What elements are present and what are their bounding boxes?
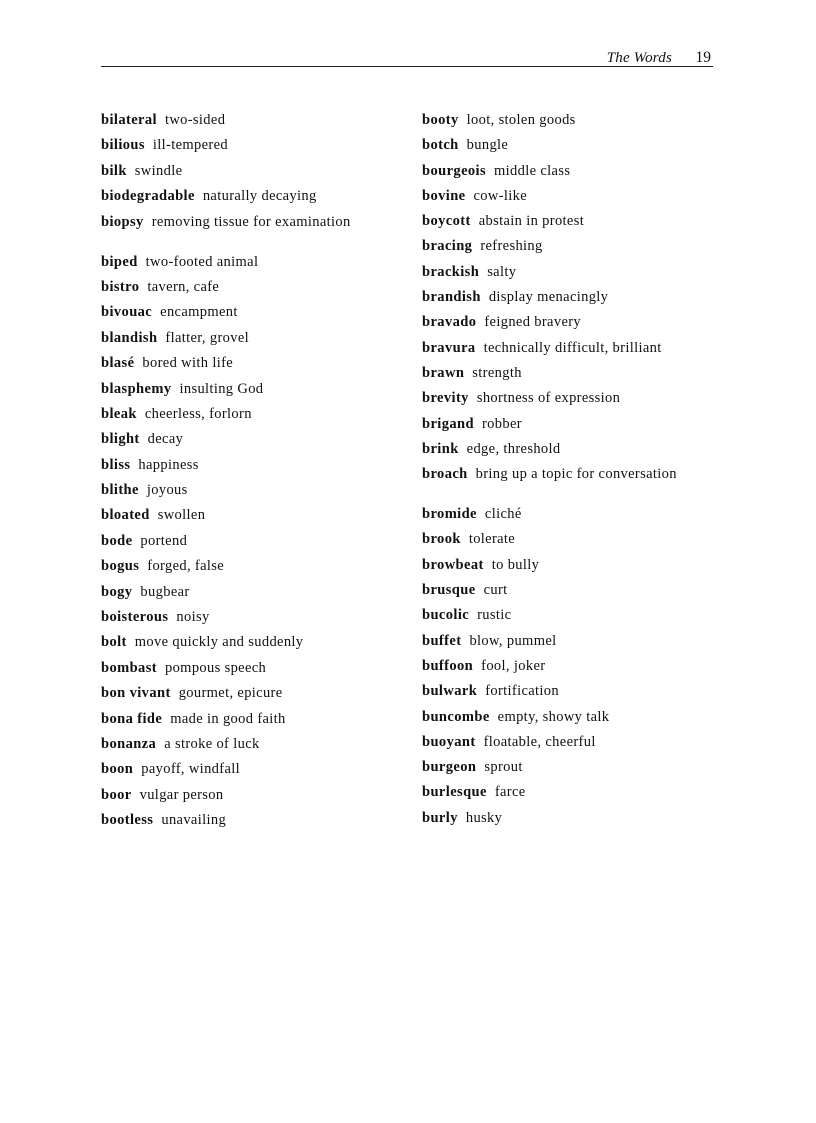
definition: insulting God (179, 380, 264, 397)
headword: bromide (422, 506, 477, 523)
definition: cliché (484, 506, 522, 523)
headword: bracing (422, 238, 473, 255)
definition: two-sided (164, 112, 226, 128)
definition: cow-like (473, 187, 528, 204)
entry (101, 164, 401, 189)
entry (422, 315, 722, 340)
entry (101, 432, 401, 457)
entry (422, 214, 722, 239)
entry (101, 762, 401, 787)
headword: buoyant (422, 733, 476, 750)
definition: happiness (138, 456, 199, 473)
definition: salty (487, 263, 517, 280)
entry (422, 735, 722, 760)
headword: bovine (422, 187, 466, 204)
headword: bliss (101, 456, 131, 473)
headword: bona fide (101, 710, 163, 727)
entry (422, 583, 722, 608)
entry (422, 467, 722, 507)
headword: bilk (101, 162, 127, 179)
definition: farce (494, 784, 526, 801)
definition: payoff, windfall (141, 761, 240, 778)
entry (422, 341, 722, 366)
definition: a stroke of luck (164, 735, 260, 752)
headword: burly (422, 809, 458, 826)
definition: naturally decaying (202, 188, 317, 205)
definition: swollen (157, 507, 206, 524)
entry (101, 610, 401, 635)
headword: broach (422, 466, 468, 483)
definition: made in good faith (170, 710, 286, 727)
entry (101, 215, 401, 255)
entry (422, 417, 722, 442)
entry (101, 138, 401, 163)
entry (101, 559, 401, 584)
definition: vulgar person (139, 786, 224, 803)
definition: bored with life (142, 355, 234, 372)
headword: bleak (101, 405, 137, 422)
entry (422, 265, 722, 290)
entry (422, 113, 722, 138)
entry (422, 608, 722, 633)
entry (101, 255, 401, 280)
definition: display menacingly (488, 289, 609, 306)
definition: two-footed animal (145, 253, 259, 270)
headword: boon (101, 761, 134, 778)
headword: blithe (101, 482, 139, 499)
running-title: The Words (606, 50, 672, 66)
definition: abstain in protest (478, 213, 585, 230)
definition: joyous (146, 482, 188, 499)
headword: boor (101, 786, 132, 803)
definition: refreshing (480, 238, 543, 255)
headword: burlesque (422, 784, 487, 801)
headword: brandish (422, 289, 481, 306)
definition: curt (483, 582, 508, 599)
entry (101, 534, 401, 559)
entry (422, 239, 722, 264)
headword: bucolic (422, 607, 470, 624)
entry (422, 189, 722, 214)
entry (101, 737, 401, 762)
headword: brook (422, 531, 461, 548)
headword: buncombe (422, 708, 490, 725)
headword: bootless (101, 812, 154, 829)
entry (101, 331, 401, 356)
headword: bivouac (101, 304, 153, 321)
entry (101, 458, 401, 483)
definition: tavern, cafe (147, 278, 220, 295)
entry (101, 686, 401, 711)
headword: bloated (101, 507, 150, 524)
definition: bungle (466, 137, 509, 154)
definition: empty, showy talk (497, 708, 610, 725)
entry (101, 788, 401, 813)
definition: bring up a topic for conversation (475, 466, 677, 483)
headword: brink (422, 440, 459, 457)
definition: loot, stolen goods (466, 112, 576, 128)
headword: blasé (101, 355, 135, 372)
headword: bravado (422, 314, 477, 331)
headword: browbeat (422, 556, 484, 573)
headword: brevity (422, 390, 469, 407)
entry (101, 585, 401, 610)
definition: fortification (485, 683, 559, 700)
definition: technically difficult, brilliant (483, 339, 662, 356)
headword: bode (101, 532, 133, 549)
headword: bilateral (101, 112, 157, 128)
headword: bombast (101, 659, 157, 676)
entry (101, 356, 401, 381)
entry (101, 813, 401, 838)
definition: forged, false (147, 558, 225, 575)
headword: bolt (101, 634, 127, 651)
headword: burgeon (422, 759, 477, 776)
entry (422, 684, 722, 709)
definition: decay (147, 431, 184, 448)
headword: botch (422, 137, 459, 154)
headword: bourgeois (422, 162, 487, 179)
definition: move quickly and suddenly (134, 634, 304, 651)
entry (101, 508, 401, 533)
entry (422, 811, 722, 836)
headword: bogy (101, 583, 133, 600)
definition: middle class (494, 162, 571, 179)
entry (422, 659, 722, 684)
page-number: 19 (695, 49, 711, 66)
entry (422, 558, 722, 583)
definition: edge, threshold (466, 440, 561, 457)
headword: biopsy (101, 213, 144, 230)
entry (101, 483, 401, 508)
entry (101, 661, 401, 686)
definition: encampment (160, 304, 238, 321)
headword: bulwark (422, 683, 478, 700)
headword: bilious (101, 137, 145, 154)
entry (101, 280, 401, 305)
headword: boisterous (101, 609, 169, 626)
entry (422, 507, 722, 532)
left-column (101, 113, 401, 839)
entry (422, 164, 722, 189)
entry (101, 712, 401, 737)
definition: sprout (484, 759, 523, 776)
headword: buffet (422, 632, 462, 649)
definition: husky (465, 809, 503, 826)
definition: tolerate (468, 531, 516, 548)
definition: strength (472, 364, 522, 381)
entry (422, 391, 722, 416)
definition: removing tissue for examination (151, 213, 351, 230)
definition: fool, joker (481, 657, 546, 674)
entry (422, 442, 722, 467)
entry (422, 634, 722, 659)
definition: cheerless, forlorn (144, 405, 252, 422)
entry (422, 710, 722, 735)
headword: biodegradable (101, 188, 195, 205)
definition: pompous speech (164, 659, 267, 676)
definition: blow, pummel (469, 632, 557, 649)
definition: bugbear (140, 583, 190, 600)
headword: blandish (101, 329, 158, 346)
entry (422, 290, 722, 315)
entry (101, 189, 401, 214)
headword: biped (101, 253, 138, 270)
entry (422, 785, 722, 810)
definition: flatter, grovel (165, 329, 249, 346)
right-column (422, 113, 722, 836)
page-header (101, 48, 713, 67)
headword: brawn (422, 364, 465, 381)
headword: brusque (422, 582, 476, 599)
definition: floatable, cheerful (483, 733, 596, 750)
headword: brigand (422, 415, 474, 432)
headword: bon vivant (101, 685, 171, 702)
entry (422, 760, 722, 785)
definition: gourmet, epicure (178, 685, 283, 702)
headword: blight (101, 431, 140, 448)
headword: blasphemy (101, 380, 172, 397)
headword: bogus (101, 558, 140, 575)
entry (101, 635, 401, 660)
headword: brackish (422, 263, 480, 280)
headword: bistro (101, 278, 140, 295)
headword: bonanza (101, 735, 157, 752)
definition: ill-tempered (152, 137, 228, 154)
entry (101, 113, 401, 138)
definition: to bully (491, 556, 540, 573)
entry (101, 407, 401, 432)
headword: booty (422, 112, 459, 128)
definition: shortness of expression (476, 390, 621, 407)
entry (101, 382, 401, 407)
headword: bravura (422, 339, 476, 356)
definition: unavailing (161, 812, 227, 829)
headword: buffoon (422, 657, 474, 674)
definition: robber (481, 415, 522, 432)
entry (101, 305, 401, 330)
definition: feigned bravery (484, 314, 582, 331)
headword: boycott (422, 213, 471, 230)
entry (422, 138, 722, 163)
definition: noisy (176, 609, 210, 626)
definition: portend (140, 532, 188, 549)
definition: swindle (134, 162, 183, 179)
entry (422, 366, 722, 391)
definition: rustic (477, 607, 512, 624)
entry (422, 532, 722, 557)
